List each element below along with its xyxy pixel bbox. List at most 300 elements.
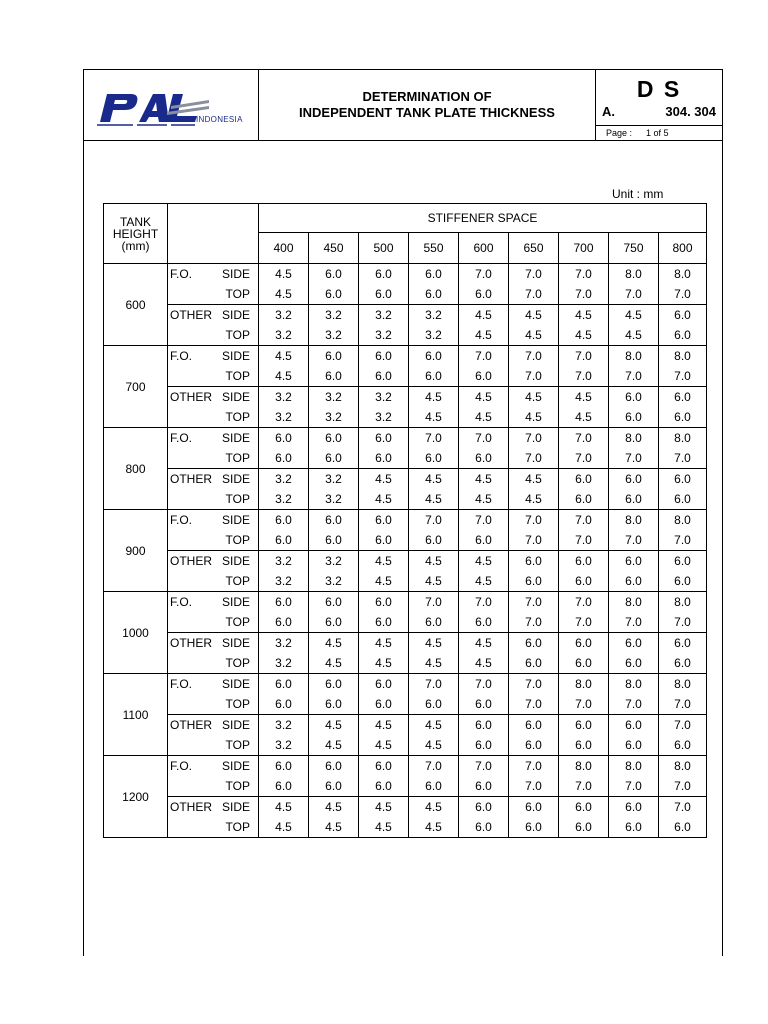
thickness-value-cell: 6.0 xyxy=(259,592,309,613)
plate-position-label: TOP xyxy=(225,410,250,424)
thickness-value-cell: 3.2 xyxy=(259,489,309,510)
row-label-cell xyxy=(168,633,259,654)
thickness-value-cell: 4.5 xyxy=(509,489,559,510)
table-row xyxy=(104,694,707,715)
thickness-value-cell: 4.5 xyxy=(409,653,459,674)
logo-subtitle: INDONESIA xyxy=(196,115,243,124)
thickness-value-cell: 4.5 xyxy=(359,571,409,592)
thickness-value-cell: 3.2 xyxy=(309,387,359,408)
plate-position-label: SIDE xyxy=(221,308,250,322)
thickness-value-cell: 7.0 xyxy=(609,284,659,305)
thickness-value-cell: 4.5 xyxy=(509,469,559,490)
table-row xyxy=(104,325,707,346)
title-cell xyxy=(259,70,596,140)
thickness-value-cell: 7.0 xyxy=(659,797,707,818)
table-row xyxy=(104,387,707,408)
thickness-value-cell: 4.5 xyxy=(559,407,609,428)
plate-position-label: SIDE xyxy=(221,390,250,404)
row-label-cell xyxy=(168,653,259,674)
thickness-value-cell: 4.5 xyxy=(309,633,359,654)
table-row xyxy=(104,469,707,490)
tank-header-line: HEIGHT xyxy=(112,226,159,241)
thickness-value-cell: 6.0 xyxy=(409,694,459,715)
thickness-value-cell: 6.0 xyxy=(659,407,707,428)
thickness-value-cell: 8.0 xyxy=(559,756,609,777)
thickness-value-cell: 6.0 xyxy=(509,735,559,756)
thickness-value-cell: 8.0 xyxy=(659,674,707,695)
document-code: D S xyxy=(636,76,682,102)
blank-header-cell xyxy=(168,204,259,264)
row-label-cell xyxy=(168,264,259,285)
row-label-cell xyxy=(168,387,259,408)
thickness-value-cell: 6.0 xyxy=(659,387,707,408)
thickness-value-cell: 6.0 xyxy=(359,284,409,305)
thickness-value-cell: 7.0 xyxy=(509,776,559,797)
thickness-value-cell: 7.0 xyxy=(609,612,659,633)
plate-position-label: TOP xyxy=(225,574,250,588)
thickness-value-cell: 3.2 xyxy=(309,407,359,428)
thickness-value-cell: 4.5 xyxy=(409,735,459,756)
thickness-value-cell: 7.0 xyxy=(559,284,609,305)
row-label-cell xyxy=(168,428,259,449)
thickness-value-cell: 6.0 xyxy=(359,264,409,285)
table-row xyxy=(104,653,707,674)
thickness-value-cell: 4.5 xyxy=(309,735,359,756)
thickness-value-cell: 7.0 xyxy=(509,510,559,531)
thickness-value-cell: 6.0 xyxy=(559,469,609,490)
row-label-cell xyxy=(168,571,259,592)
tank-height-cell: 800 xyxy=(104,428,168,510)
thickness-value-cell: 7.0 xyxy=(509,592,559,613)
thickness-value-cell: 4.5 xyxy=(259,284,309,305)
row-label-cell xyxy=(168,612,259,633)
stiffener-space-header: STIFFENER SPACE xyxy=(259,204,707,233)
table-row xyxy=(104,428,707,449)
plate-position-label: TOP xyxy=(225,697,250,711)
row-label-cell xyxy=(168,284,259,305)
thickness-value-cell: 7.0 xyxy=(609,366,659,387)
thickness-value-cell: 6.0 xyxy=(659,817,707,838)
thickness-value-cell: 4.5 xyxy=(359,715,409,736)
thickness-value-cell: 6.0 xyxy=(659,469,707,490)
thickness-value-cell: 7.0 xyxy=(559,694,609,715)
row-label-cell xyxy=(168,592,259,613)
plate-position-label: TOP xyxy=(225,820,250,834)
table-row xyxy=(104,571,707,592)
thickness-value-cell: 4.5 xyxy=(459,387,509,408)
row-label-cell xyxy=(168,325,259,346)
tank-group-label: F.O. xyxy=(170,677,193,691)
plate-position-label: SIDE xyxy=(221,759,250,773)
thickness-value-cell: 6.0 xyxy=(609,797,659,818)
thickness-value-cell: 6.0 xyxy=(509,653,559,674)
thickness-value-cell: 6.0 xyxy=(309,510,359,531)
thickness-value-cell: 6.0 xyxy=(309,776,359,797)
thickness-value-cell: 6.0 xyxy=(609,817,659,838)
thickness-value-cell: 6.0 xyxy=(509,817,559,838)
thickness-value-cell: 8.0 xyxy=(659,264,707,285)
row-label-cell xyxy=(168,510,259,531)
thickness-value-cell: 7.0 xyxy=(409,592,459,613)
row-label-cell xyxy=(168,551,259,572)
thickness-value-cell: 7.0 xyxy=(509,530,559,551)
pal-logo-icon xyxy=(97,92,209,128)
thickness-value-cell: 7.0 xyxy=(509,366,559,387)
thickness-value-cell: 7.0 xyxy=(559,366,609,387)
thickness-value-cell: 7.0 xyxy=(409,674,459,695)
thickness-value-cell: 3.2 xyxy=(259,469,309,490)
thickness-value-cell: 4.5 xyxy=(259,264,309,285)
thickness-value-cell: 7.0 xyxy=(659,612,707,633)
thickness-value-cell: 6.0 xyxy=(409,776,459,797)
thickness-value-cell: 3.2 xyxy=(259,633,309,654)
thickness-value-cell: 6.0 xyxy=(459,735,509,756)
thickness-value-cell: 4.5 xyxy=(409,387,459,408)
plate-position-label: SIDE xyxy=(221,800,250,814)
thickness-value-cell: 6.0 xyxy=(659,305,707,326)
thickness-value-cell: 3.2 xyxy=(359,305,409,326)
thickness-value-cell: 6.0 xyxy=(309,346,359,367)
thickness-value-cell: 4.5 xyxy=(409,797,459,818)
thickness-value-cell: 7.0 xyxy=(459,592,509,613)
thickness-value-cell: 7.0 xyxy=(659,715,707,736)
thickness-value-cell: 4.5 xyxy=(309,715,359,736)
thickness-value-cell: 6.0 xyxy=(259,428,309,449)
thickness-value-cell: 7.0 xyxy=(659,366,707,387)
plate-position-label: TOP xyxy=(225,287,250,301)
document-title-line1: DETERMINATION OF xyxy=(362,89,492,104)
tank-height-cell: 900 xyxy=(104,510,168,592)
plate-position-label: SIDE xyxy=(221,349,250,363)
thickness-value-cell: 6.0 xyxy=(409,284,459,305)
page-indicator xyxy=(596,125,722,141)
thickness-value-cell: 3.2 xyxy=(359,325,409,346)
thickness-value-cell: 6.0 xyxy=(259,612,309,633)
table-row xyxy=(104,448,707,469)
thickness-value-cell: 6.0 xyxy=(359,366,409,387)
thickness-value-cell: 4.5 xyxy=(459,407,509,428)
thickness-value-cell: 3.2 xyxy=(259,715,309,736)
thickness-value-cell: 6.0 xyxy=(459,715,509,736)
thickness-value-cell: 4.5 xyxy=(259,817,309,838)
thickness-value-cell: 8.0 xyxy=(659,346,707,367)
thickness-value-cell: 7.0 xyxy=(459,428,509,449)
row-label-cell xyxy=(168,694,259,715)
plate-position-label: SIDE xyxy=(221,636,250,650)
thickness-value-cell: 4.5 xyxy=(309,817,359,838)
thickness-value-cell: 4.5 xyxy=(459,633,509,654)
thickness-value-cell: 6.0 xyxy=(259,694,309,715)
thickness-value-cell: 4.5 xyxy=(609,325,659,346)
thickness-value-cell: 4.5 xyxy=(509,305,559,326)
thickness-value-cell: 7.0 xyxy=(509,694,559,715)
tank-group-label: F.O. xyxy=(170,267,193,281)
thickness-value-cell: 7.0 xyxy=(659,694,707,715)
row-label-cell xyxy=(168,715,259,736)
thickness-value-cell: 4.5 xyxy=(509,387,559,408)
table-row xyxy=(104,817,707,838)
thickness-value-cell: 4.5 xyxy=(459,325,509,346)
table-row xyxy=(104,776,707,797)
stiffener-column-header: 700 xyxy=(559,233,609,264)
thickness-value-cell: 3.2 xyxy=(359,387,409,408)
thickness-value-cell: 3.2 xyxy=(309,489,359,510)
row-label-cell xyxy=(168,489,259,510)
row-label-cell xyxy=(168,448,259,469)
thickness-value-cell: 8.0 xyxy=(559,674,609,695)
thickness-value-cell: 6.0 xyxy=(609,551,659,572)
thickness-value-cell: 6.0 xyxy=(459,366,509,387)
tank-group-label: F.O. xyxy=(170,513,193,527)
thickness-value-cell: 7.0 xyxy=(559,448,609,469)
thickness-value-cell: 7.0 xyxy=(609,448,659,469)
thickness-value-cell: 6.0 xyxy=(659,633,707,654)
thickness-value-cell: 4.5 xyxy=(409,633,459,654)
row-label-cell xyxy=(168,776,259,797)
thickness-value-cell: 6.0 xyxy=(359,510,409,531)
thickness-value-cell: 7.0 xyxy=(609,694,659,715)
thickness-value-cell: 7.0 xyxy=(409,756,459,777)
thickness-value-cell: 6.0 xyxy=(359,448,409,469)
table-row xyxy=(104,510,707,531)
plate-thickness-table xyxy=(103,203,707,838)
thickness-value-cell: 4.5 xyxy=(609,305,659,326)
thickness-value-cell: 4.5 xyxy=(259,366,309,387)
thickness-value-cell: 4.5 xyxy=(359,653,409,674)
thickness-value-cell: 6.0 xyxy=(359,694,409,715)
thickness-value-cell: 7.0 xyxy=(459,756,509,777)
thickness-value-cell: 4.5 xyxy=(459,571,509,592)
stiffener-column-header: 400 xyxy=(259,233,309,264)
thickness-value-cell: 8.0 xyxy=(609,592,659,613)
thickness-value-cell: 6.0 xyxy=(609,469,659,490)
thickness-value-cell: 7.0 xyxy=(559,612,609,633)
tank-height-cell: 700 xyxy=(104,346,168,428)
thickness-value-cell: 6.0 xyxy=(459,530,509,551)
plate-position-label: TOP xyxy=(225,451,250,465)
thickness-value-cell: 6.0 xyxy=(309,264,359,285)
thickness-value-cell: 8.0 xyxy=(659,756,707,777)
thickness-value-cell: 7.0 xyxy=(559,428,609,449)
plate-position-label: SIDE xyxy=(221,718,250,732)
thickness-value-cell: 6.0 xyxy=(509,715,559,736)
thickness-value-cell: 7.0 xyxy=(559,264,609,285)
plate-position-label: TOP xyxy=(225,328,250,342)
table-row xyxy=(104,674,707,695)
stiffener-column-header: 750 xyxy=(609,233,659,264)
thickness-value-cell: 4.5 xyxy=(509,325,559,346)
thickness-value-cell: 6.0 xyxy=(309,694,359,715)
table-row xyxy=(104,530,707,551)
thickness-value-cell: 6.0 xyxy=(309,592,359,613)
thickness-value-cell: 6.0 xyxy=(509,797,559,818)
thickness-value-cell: 7.0 xyxy=(609,776,659,797)
thickness-value-cell: 6.0 xyxy=(309,284,359,305)
thickness-value-cell: 4.5 xyxy=(359,797,409,818)
thickness-value-cell: 8.0 xyxy=(659,592,707,613)
tank-group-label: OTHER xyxy=(170,554,212,568)
thickness-value-cell: 8.0 xyxy=(609,510,659,531)
thickness-value-cell: 7.0 xyxy=(509,284,559,305)
thickness-value-cell: 6.0 xyxy=(559,715,609,736)
thickness-value-cell: 6.0 xyxy=(309,612,359,633)
tank-group-label: F.O. xyxy=(170,595,193,609)
thickness-value-cell: 3.2 xyxy=(259,325,309,346)
thickness-value-cell: 6.0 xyxy=(309,448,359,469)
table-row xyxy=(104,633,707,654)
thickness-value-cell: 4.5 xyxy=(359,633,409,654)
row-label-cell xyxy=(168,817,259,838)
thickness-value-cell: 6.0 xyxy=(259,510,309,531)
thickness-value-cell: 3.2 xyxy=(309,469,359,490)
table-row xyxy=(104,366,707,387)
thickness-value-cell: 4.5 xyxy=(409,489,459,510)
table-row xyxy=(104,612,707,633)
thickness-value-cell: 8.0 xyxy=(609,346,659,367)
table-row xyxy=(104,592,707,613)
thickness-value-cell: 4.5 xyxy=(409,715,459,736)
thickness-value-cell: 7.0 xyxy=(659,284,707,305)
thickness-value-cell: 3.2 xyxy=(259,387,309,408)
row-label-cell xyxy=(168,674,259,695)
thickness-value-cell: 3.2 xyxy=(259,551,309,572)
thickness-value-cell: 4.5 xyxy=(359,735,409,756)
thickness-value-cell: 6.0 xyxy=(559,735,609,756)
thickness-value-cell: 7.0 xyxy=(609,530,659,551)
thickness-value-cell: 6.0 xyxy=(559,817,609,838)
tank-group-label: F.O. xyxy=(170,759,193,773)
thickness-value-cell: 6.0 xyxy=(409,530,459,551)
plate-position-label: TOP xyxy=(225,533,250,547)
thickness-value-cell: 8.0 xyxy=(609,264,659,285)
plate-position-label: SIDE xyxy=(221,595,250,609)
thickness-value-cell: 6.0 xyxy=(609,653,659,674)
thickness-value-cell: 6.0 xyxy=(359,776,409,797)
thickness-value-cell: 3.2 xyxy=(409,305,459,326)
tank-height-cell: 600 xyxy=(104,264,168,346)
thickness-value-cell: 6.0 xyxy=(309,530,359,551)
tank-group-label: OTHER xyxy=(170,308,212,322)
table-row xyxy=(104,264,707,285)
table-row xyxy=(104,715,707,736)
thickness-value-cell: 4.5 xyxy=(359,817,409,838)
thickness-value-cell: 4.5 xyxy=(309,653,359,674)
thickness-value-cell: 6.0 xyxy=(359,428,409,449)
thickness-value-cell: 7.0 xyxy=(459,510,509,531)
unit-label: Unit : mm xyxy=(612,187,664,201)
plate-position-label: SIDE xyxy=(221,677,250,691)
thickness-value-cell: 6.0 xyxy=(609,407,659,428)
thickness-value-cell: 4.5 xyxy=(459,305,509,326)
thickness-value-cell: 6.0 xyxy=(559,551,609,572)
thickness-value-cell: 4.5 xyxy=(459,489,509,510)
tank-group-label: OTHER xyxy=(170,636,212,650)
thickness-value-cell: 6.0 xyxy=(559,797,609,818)
tank-group-label: OTHER xyxy=(170,390,212,404)
thickness-value-cell: 7.0 xyxy=(509,346,559,367)
thickness-value-cell: 6.0 xyxy=(409,612,459,633)
thickness-value-cell: 6.0 xyxy=(459,776,509,797)
thickness-value-cell: 6.0 xyxy=(459,797,509,818)
document-number: 304. 304 xyxy=(665,104,716,119)
tank-group-label: OTHER xyxy=(170,472,212,486)
row-label-cell xyxy=(168,530,259,551)
thickness-value-cell: 3.2 xyxy=(309,571,359,592)
thickness-value-cell: 8.0 xyxy=(659,510,707,531)
thickness-value-cell: 4.5 xyxy=(459,551,509,572)
thickness-value-cell: 4.5 xyxy=(409,407,459,428)
thickness-value-cell: 4.5 xyxy=(509,407,559,428)
thickness-value-cell: 6.0 xyxy=(559,653,609,674)
thickness-value-cell: 6.0 xyxy=(659,735,707,756)
thickness-value-cell: 6.0 xyxy=(459,612,509,633)
thickness-value-cell: 7.0 xyxy=(659,776,707,797)
thickness-value-cell: 4.5 xyxy=(409,817,459,838)
thickness-value-cell: 6.0 xyxy=(259,530,309,551)
thickness-value-cell: 6.0 xyxy=(609,571,659,592)
row-label-cell xyxy=(168,407,259,428)
document-code-cell xyxy=(596,70,722,140)
row-label-cell xyxy=(168,469,259,490)
thickness-value-cell: 6.0 xyxy=(359,612,409,633)
tank-group-label: OTHER xyxy=(170,800,212,814)
thickness-value-cell: 7.0 xyxy=(559,530,609,551)
thickness-value-cell: 6.0 xyxy=(409,366,459,387)
thickness-value-cell: 3.2 xyxy=(359,407,409,428)
plate-position-label: TOP xyxy=(225,369,250,383)
thickness-value-cell: 7.0 xyxy=(509,756,559,777)
document-code-prefix: A. xyxy=(602,104,615,119)
thickness-value-cell: 3.2 xyxy=(259,571,309,592)
plate-position-label: TOP xyxy=(225,779,250,793)
table-row xyxy=(104,551,707,572)
thickness-value-cell: 8.0 xyxy=(609,428,659,449)
table-row xyxy=(104,489,707,510)
page-value: 1 of 5 xyxy=(646,128,669,138)
row-label-cell xyxy=(168,797,259,818)
thickness-value-cell: 6.0 xyxy=(559,633,609,654)
thickness-value-cell: 4.5 xyxy=(559,305,609,326)
plate-position-label: SIDE xyxy=(221,513,250,527)
thickness-value-cell: 6.0 xyxy=(509,551,559,572)
stiffener-column-header: 450 xyxy=(309,233,359,264)
thickness-value-cell: 3.2 xyxy=(259,735,309,756)
table-row xyxy=(104,305,707,326)
thickness-value-cell: 7.0 xyxy=(409,510,459,531)
stiffener-column-header: 550 xyxy=(409,233,459,264)
thickness-value-cell: 6.0 xyxy=(659,653,707,674)
thickness-value-cell: 6.0 xyxy=(609,387,659,408)
thickness-value-cell: 7.0 xyxy=(509,674,559,695)
plate-position-label: TOP xyxy=(225,656,250,670)
thickness-value-cell: 6.0 xyxy=(359,756,409,777)
thickness-value-cell: 8.0 xyxy=(609,674,659,695)
thickness-value-cell: 3.2 xyxy=(309,551,359,572)
thickness-value-cell: 6.0 xyxy=(309,674,359,695)
thickness-value-cell: 6.0 xyxy=(259,674,309,695)
table-row xyxy=(104,407,707,428)
thickness-value-cell: 4.5 xyxy=(459,469,509,490)
thickness-value-cell: 4.5 xyxy=(559,387,609,408)
thickness-value-cell: 7.0 xyxy=(659,448,707,469)
stiffener-column-header: 500 xyxy=(359,233,409,264)
thickness-value-cell: 6.0 xyxy=(459,284,509,305)
thickness-value-cell: 7.0 xyxy=(559,510,609,531)
document-header xyxy=(84,70,722,141)
thickness-value-cell: 6.0 xyxy=(659,325,707,346)
thickness-value-cell: 3.2 xyxy=(309,305,359,326)
thickness-value-cell: 7.0 xyxy=(459,264,509,285)
